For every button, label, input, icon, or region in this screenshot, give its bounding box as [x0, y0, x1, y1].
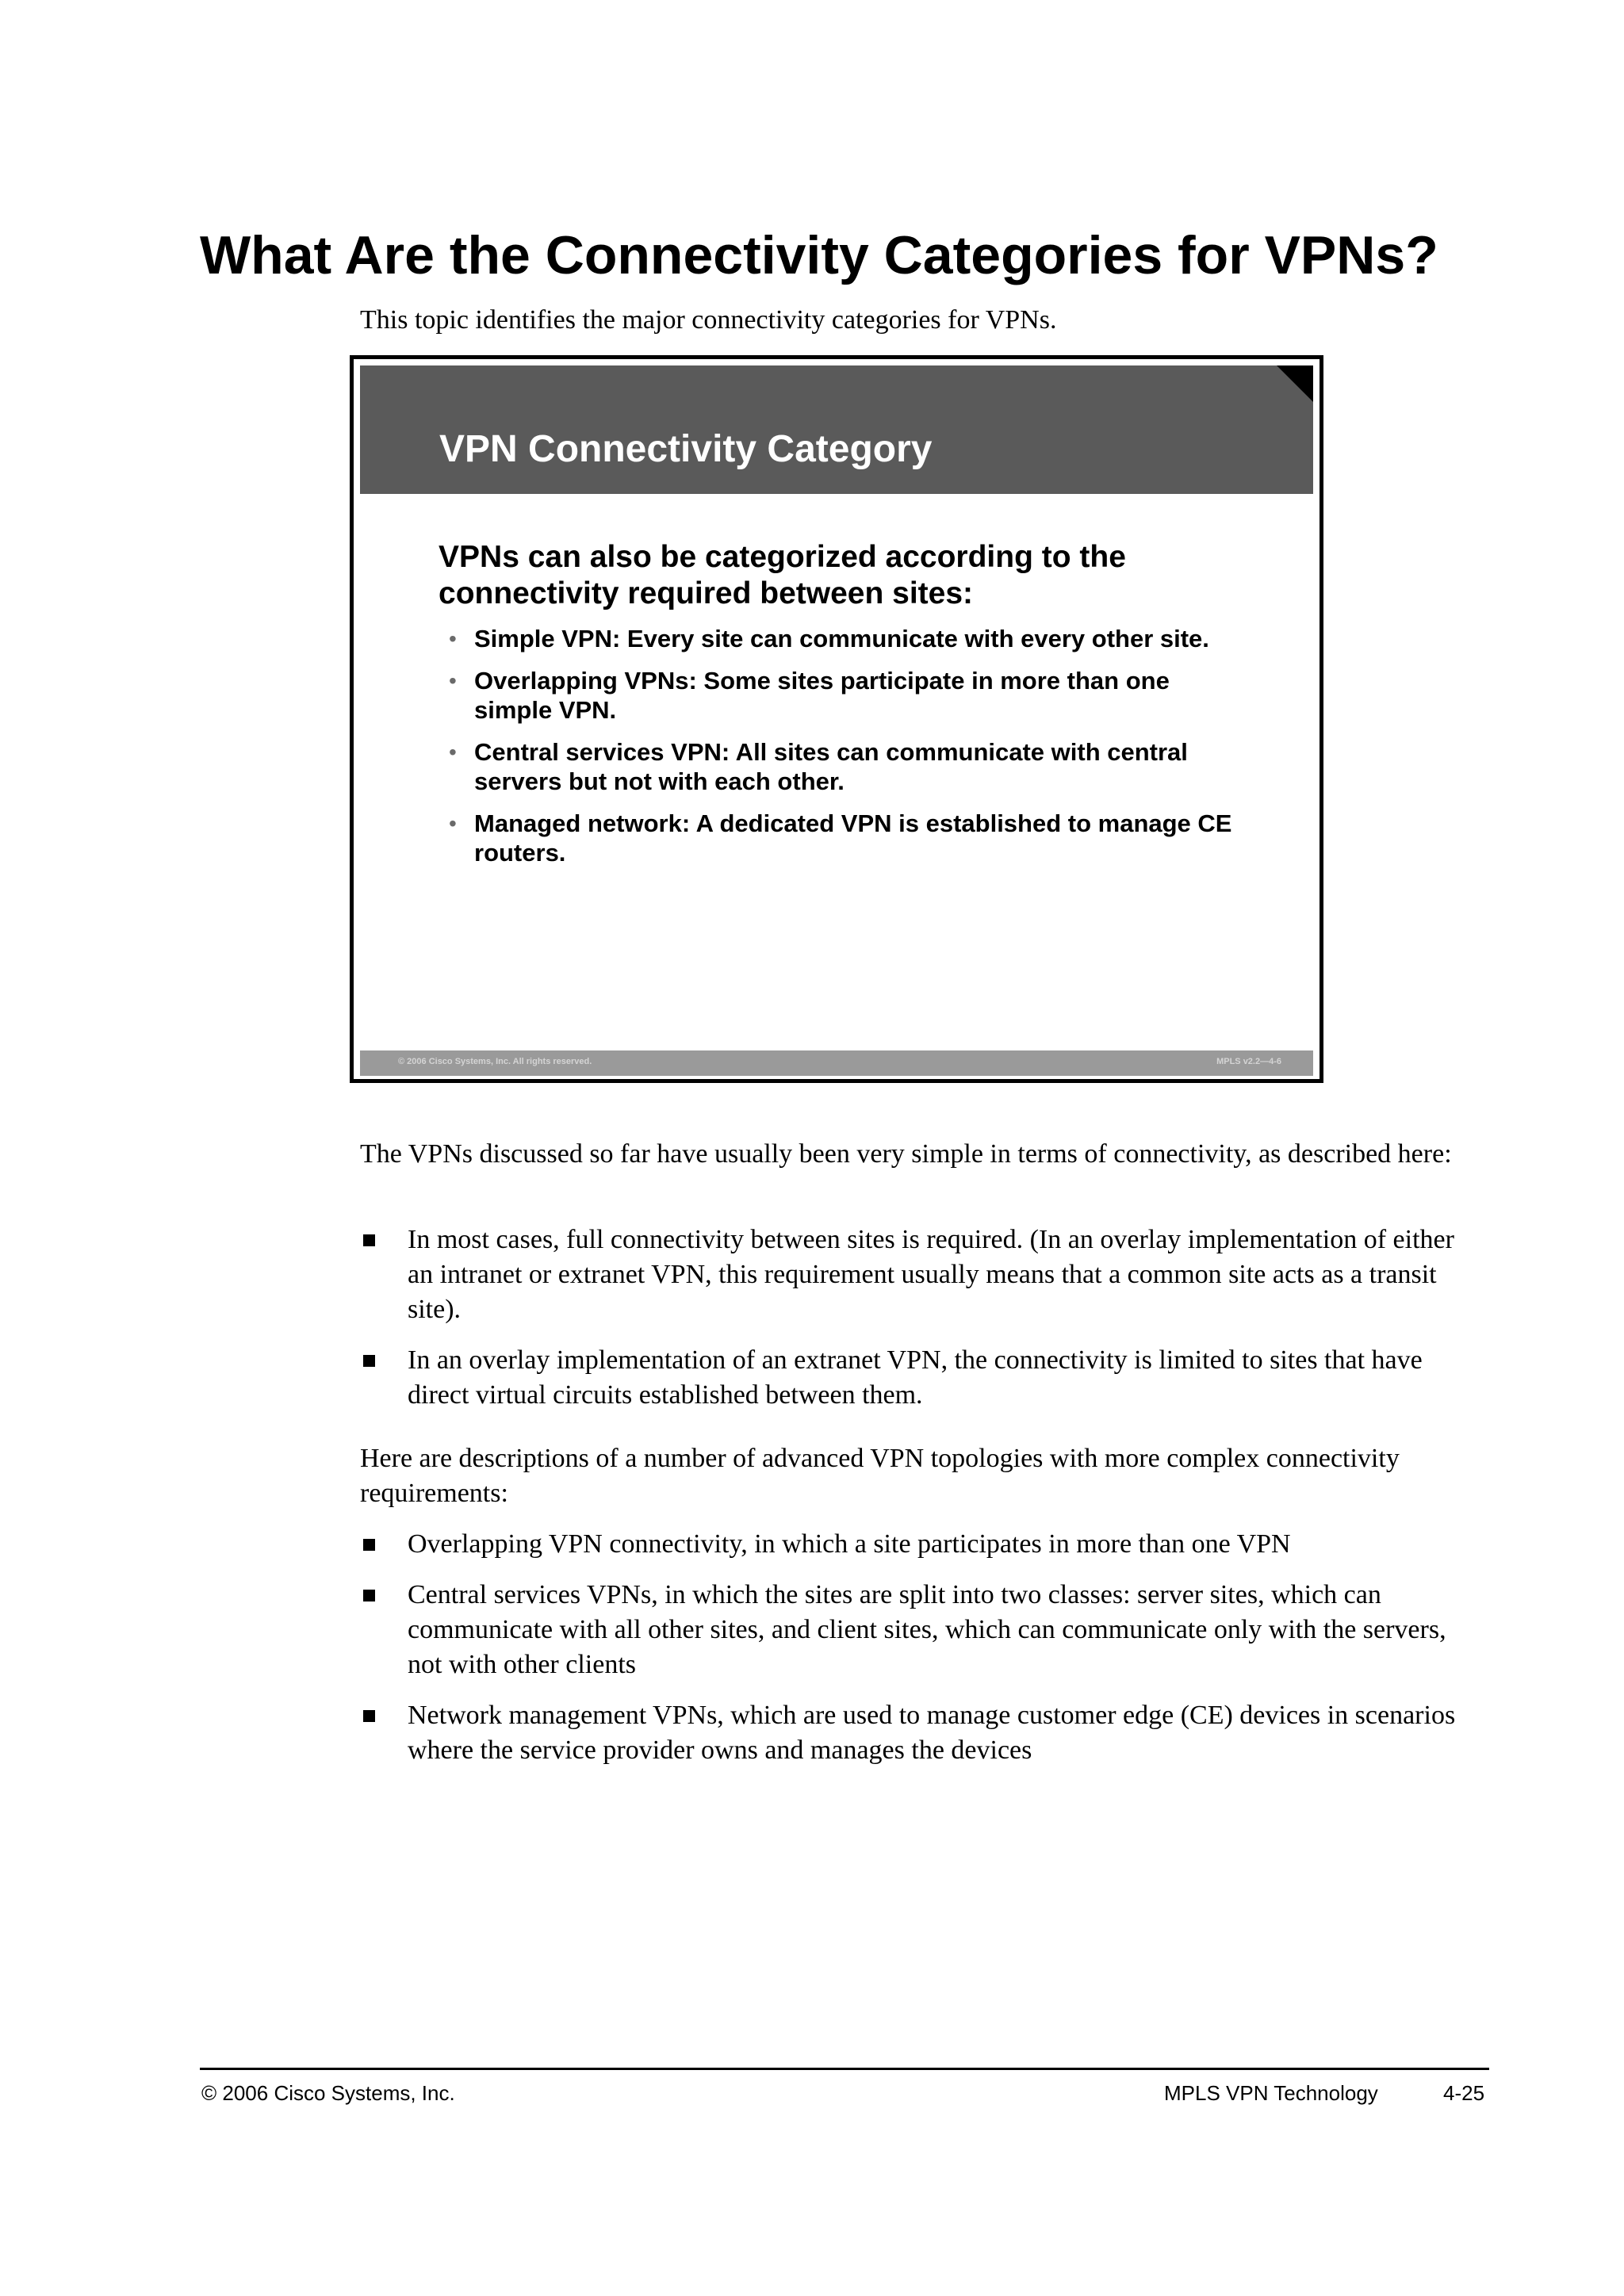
square-bullet-icon — [363, 1539, 375, 1551]
slide-bullet — [449, 624, 1251, 653]
slide-bullet — [449, 737, 1251, 796]
slide-bullet — [449, 666, 1251, 725]
slide-lead-text: VPNs can also be categorized according to the connectivity required between sites: — [439, 540, 1126, 610]
square-bullet-icon — [363, 1710, 375, 1722]
list-item — [360, 1223, 1486, 1327]
list-item-text: In an overlay implementation of an extranet VPN, the connectivity is limited to sites that have direct virtual circuits established between them. — [408, 1345, 1423, 1410]
slide-bullet-text: Overlapping VPNs: Some sites participate in more than one simple VPN. — [474, 667, 1170, 724]
list-item — [360, 1578, 1486, 1682]
list-item-text: Overlapping VPN connectivity, in which a site participates in more than one VPN — [408, 1529, 1291, 1559]
slide-title: VPN Connectivity Category — [439, 428, 933, 470]
body-paragraph-2: Here are descriptions of a number of advanced VPN topologies with more complex connectivity requirements: — [360, 1444, 1400, 1508]
footer-course-title: MPLS VPN Technology — [1164, 2081, 1378, 2105]
bullet-dot-icon: • — [449, 668, 457, 693]
footer-copyright: © 2006 Cisco Systems, Inc. — [201, 2081, 455, 2105]
slide-copyright: © 2006 Cisco Systems, Inc. All rights reserved. — [398, 1057, 592, 1066]
slide-bullet — [449, 809, 1251, 867]
bullet-dot-icon: • — [449, 626, 457, 651]
slide-bullet-text: Simple VPN: Every site can communicate with every other site. — [474, 625, 1209, 652]
body-paragraph-1: The VPNs discussed so far have usually been very simple in terms of connectivity, as described here: — [360, 1139, 1452, 1169]
intro-text: This topic identifies the major connectivity categories for VPNs. — [360, 305, 1057, 335]
list-item — [360, 1343, 1486, 1413]
list-item-text: In most cases, full connectivity between sites is required. (In an overlay implementation of either an intranet or extranet VPN, this requirement usually means that a common site acts as a transit site). — [408, 1225, 1454, 1324]
footer-page-number: 4-25 — [1443, 2081, 1485, 2105]
page-title: What Are the Connectivity Categories for VPNs? — [200, 225, 1438, 285]
square-bullet-icon — [363, 1590, 375, 1601]
slide-footer-bar — [360, 1050, 1313, 1076]
bullet-dot-icon: • — [449, 811, 457, 836]
list-item — [360, 1698, 1486, 1768]
slide-header-bar — [360, 365, 1313, 494]
list-item-text: Central services VPNs, in which the sites are split into two classes: server sites, which can communicate with all other sites, and client sites, which can communicate only with the servers, not with other clients — [408, 1580, 1446, 1679]
slide-bullet-text: Managed network: A dedicated VPN is established to manage CE routers. — [474, 809, 1232, 867]
corner-triangle-icon — [1277, 365, 1313, 402]
square-bullet-icon — [363, 1234, 375, 1246]
footer-divider — [200, 2068, 1489, 2070]
slide-code: MPLS v2.2—4-6 — [1216, 1057, 1281, 1066]
list-item-text: Network management VPNs, which are used to manage customer edge (CE) devices in scenarios where the service provider owns and manages the devices — [408, 1701, 1456, 1765]
slide-figure — [350, 355, 1323, 1083]
slide-bullet-text: Central services VPN: All sites can communicate with central servers but not with each other. — [474, 738, 1188, 795]
bullet-dot-icon: • — [449, 740, 457, 764]
body-list-1 — [360, 1223, 1486, 1429]
body-list-2 — [360, 1527, 1486, 1784]
square-bullet-icon — [363, 1355, 375, 1367]
slide-bullet-list — [449, 624, 1251, 880]
list-item — [360, 1527, 1486, 1562]
